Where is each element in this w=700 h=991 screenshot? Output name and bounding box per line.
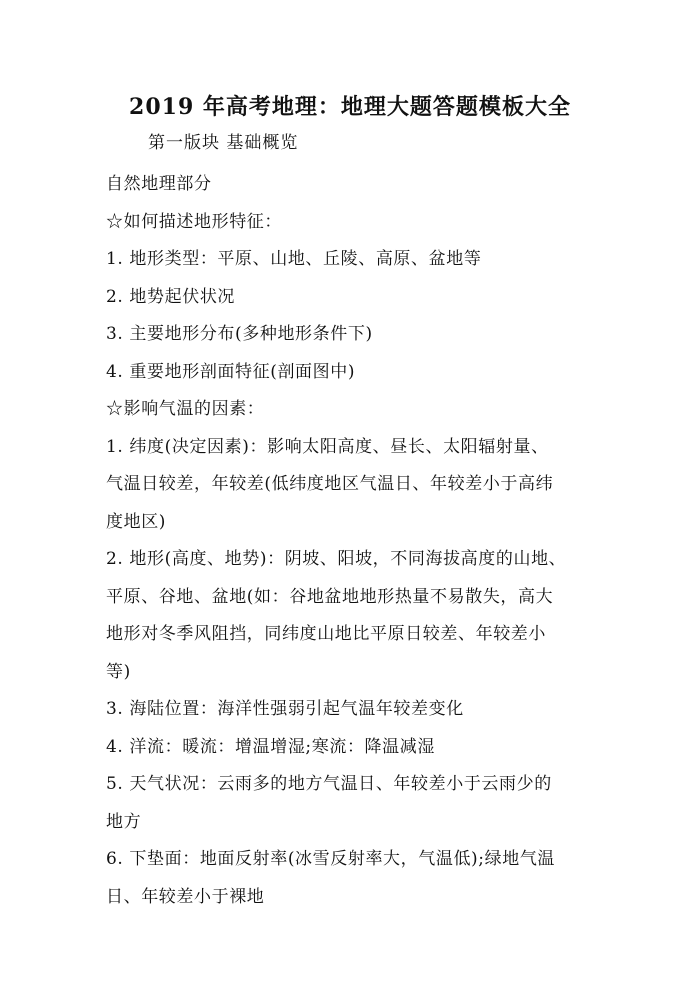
text-line: 3. 海陆位置：海洋性强弱引起气温年较差变化 xyxy=(106,699,464,719)
text-line: 2. 地势起伏状况 xyxy=(106,286,236,307)
text-line: ☆影响气温的因素： xyxy=(106,399,265,419)
text-line: 1. 地形类型：平原、山地、丘陵、高原、盆地等 xyxy=(106,249,482,269)
document-title: 2019 年高考地理：地理大题答题模板大全 xyxy=(129,94,571,120)
text-line: 自然地理部分 xyxy=(106,174,212,194)
text-line: 平原、谷地、盆地(如：谷地盆地地形热量不易散失，高大 xyxy=(106,586,554,607)
text-line: 4. 洋流：暖流：增温增湿;寒流：降温减湿 xyxy=(106,736,435,757)
text-line: 地形对冬季风阻挡，同纬度山地比平原日较差、年较差小 xyxy=(106,624,546,644)
text-line: 气温日较差，年较差(低纬度地区气温日、年较差小于高纬 xyxy=(106,474,554,494)
text-line: 6. 下垫面：地面反射率(冰雪反射率大，气温低);绿地气温 xyxy=(106,849,556,869)
text-line: 度地区) xyxy=(106,511,167,532)
text-line: 5. 天气状况：云雨多的地方气温日、年较差小于云雨少的 xyxy=(106,774,552,794)
section-subtitle: 第一版块 基础概览 xyxy=(148,133,299,153)
text-line: ☆如何描述地形特征： xyxy=(106,211,282,232)
text-line: 4. 重要地形剖面特征(剖面图中) xyxy=(106,361,356,382)
text-line: 等) xyxy=(106,661,131,682)
document-body xyxy=(106,166,596,916)
text-line: 2. 地形(高度、地势)：阴坡、阳坡，不同海拔高度的山地、 xyxy=(106,549,567,569)
text-line: 日、年较差小于裸地 xyxy=(106,886,265,907)
text-line: 3. 主要地形分布(多种地形条件下) xyxy=(106,324,373,344)
text-line: 1. 纬度(决定因素)：影响太阳高度、昼长、太阳辐射量、 xyxy=(106,436,549,457)
text-line: 地方 xyxy=(106,811,142,832)
